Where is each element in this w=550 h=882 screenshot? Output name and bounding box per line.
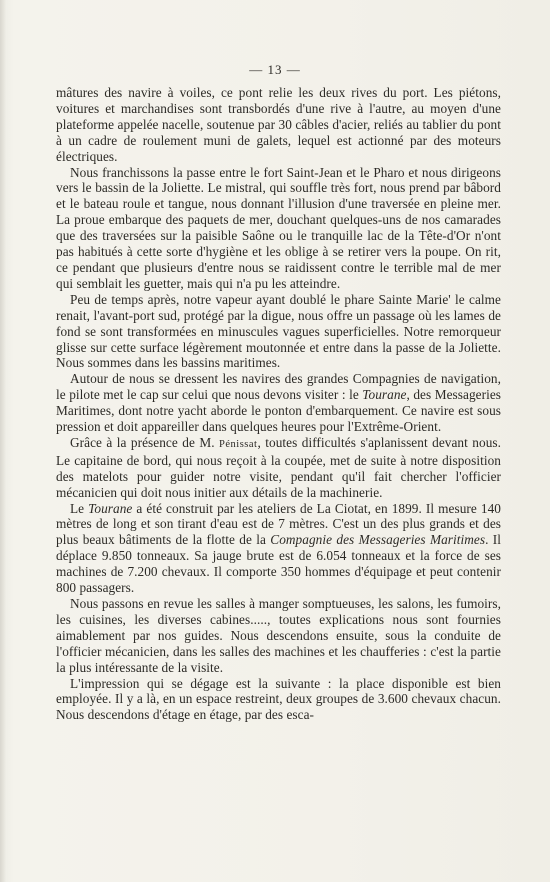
ship-name-p4: Tourane	[362, 387, 407, 403]
paragraph-7: Nous passons en revue les salles à manger somptueuses, les salons, les fumoirs, les cuisines, les diverses cabines....., toutes explications nous sont fournies aimablement par nos guides. Nous descendons ensuite, sous la conduite de l'officier mécanicien, dans les salles des machines et les chaufferies : c'est la partie la plus intéressante de la visite.	[56, 596, 501, 675]
p5-before: Grâce à la présence de M.	[70, 434, 220, 450]
p6-mid: a été construit par les ateliers de La Ciotat, en 1899. Il mesure 140 mètres de long et son tirant d'eau est de 7 mètres. C'est un des plus grands et des plus beaux bâtiments de la flotte de la	[56, 500, 501, 548]
company-name: Compagnie des Messageries Maritimes	[270, 532, 486, 548]
ship-name: Tourane	[88, 500, 133, 516]
paragraph-2: Nous franchissons la passe entre le fort Saint-Jean et le Pharo et nous dirigeons vers le bassin de la Joliette. Le mistral, qui souffle très fort, nous prend par bâbord et le bateau roule et tangue, nous donnant l'illusion d'une traversée en pleine mer. La proue embarque des paquets de mer, douchant quelques-uns de nos camarades que des traversées sur la paisible Saône ou le tranquille lac de la Tête-d'Or n'ont pas habitués à cette sorte d'hygiène et les oblige à se retirer vers la poupe. On rit, ce pendant que plusieurs d'entre nous se raidissent contre le terrible mal de mer qui semblait les guetter, mais qui n'a pu les atteindre.	[56, 164, 501, 291]
p6-after: . Il déplace 9.850 tonneaux. Sa jauge brute est de 6.054 tonneaux et la force de ses machines de 7.200 chevaux. Il comporte 350 hommes d'équipage et peut contenir 800 passagers.	[56, 532, 501, 596]
page-edge-shadow	[0, 0, 6, 882]
paragraph-6	[56, 501, 501, 596]
page-number: — 13 —	[249, 62, 301, 77]
paragraph-4	[56, 371, 501, 435]
paragraph-3: Peu de temps après, notre vapeur ayant doublé le phare Sainte Marie' le calme renait, l'avant-port sud, protégé par la digue, nous offre un passage où les lames de fond se sont transformées en minuscules vagues superficielles. Notre remorqueur glisse sur cette surface légèrement moutonnée et entre dans la passe de la Joliette. Nous sommes dans les bassins maritimes.	[56, 291, 501, 371]
p5-after: , toutes difficultés s'aplanissent devant nous. Le capitaine de bord, qui nous reçoit à la coupée, met de suite à notre disposition des matelots pour guider notre visite, pendant qu'il fait chercher l'officier mécanicien qui doit nous initier aux détails de la machinerie.	[56, 434, 502, 500]
paragraph-1: mâtures des navire à voiles, ce pont relie les deux rives du port. Les piétons, voitures et marchandises sont transbordés d'une rive à l'autre, au moyen d'une plateforme appelée nacelle, soutenue par 30 câbles d'acier, reliés au tablier du pont à un cadre de roulement muni de galets, lequel est actionné par des moteurs électriques.	[56, 85, 501, 164]
p6-before: Le	[70, 500, 89, 516]
paragraph-8: L'impression qui se dégage est la suivante : la place disponible est bien employée. Il y a là, en un espace restreint, deux groupes de 3.600 chevaux chacun. Nous descendons d'étage en étage, par des esca-	[56, 675, 501, 723]
paragraph-5	[56, 435, 501, 501]
person-name: Pénissat	[219, 438, 258, 450]
paragraph-4-text: Autour de nous se dressent les navires des grandes Compagnies de navigation, le pilote met le cap sur celui que nous devons visiter : le Tourane, des Messageries Maritimes, dont notre yacht aborde le ponton d'embarquement. Ce navire est sous pression et doit appareiller dans quelques heures pour l'Extrême-Orient.	[56, 371, 502, 435]
body-text	[56, 85, 501, 723]
